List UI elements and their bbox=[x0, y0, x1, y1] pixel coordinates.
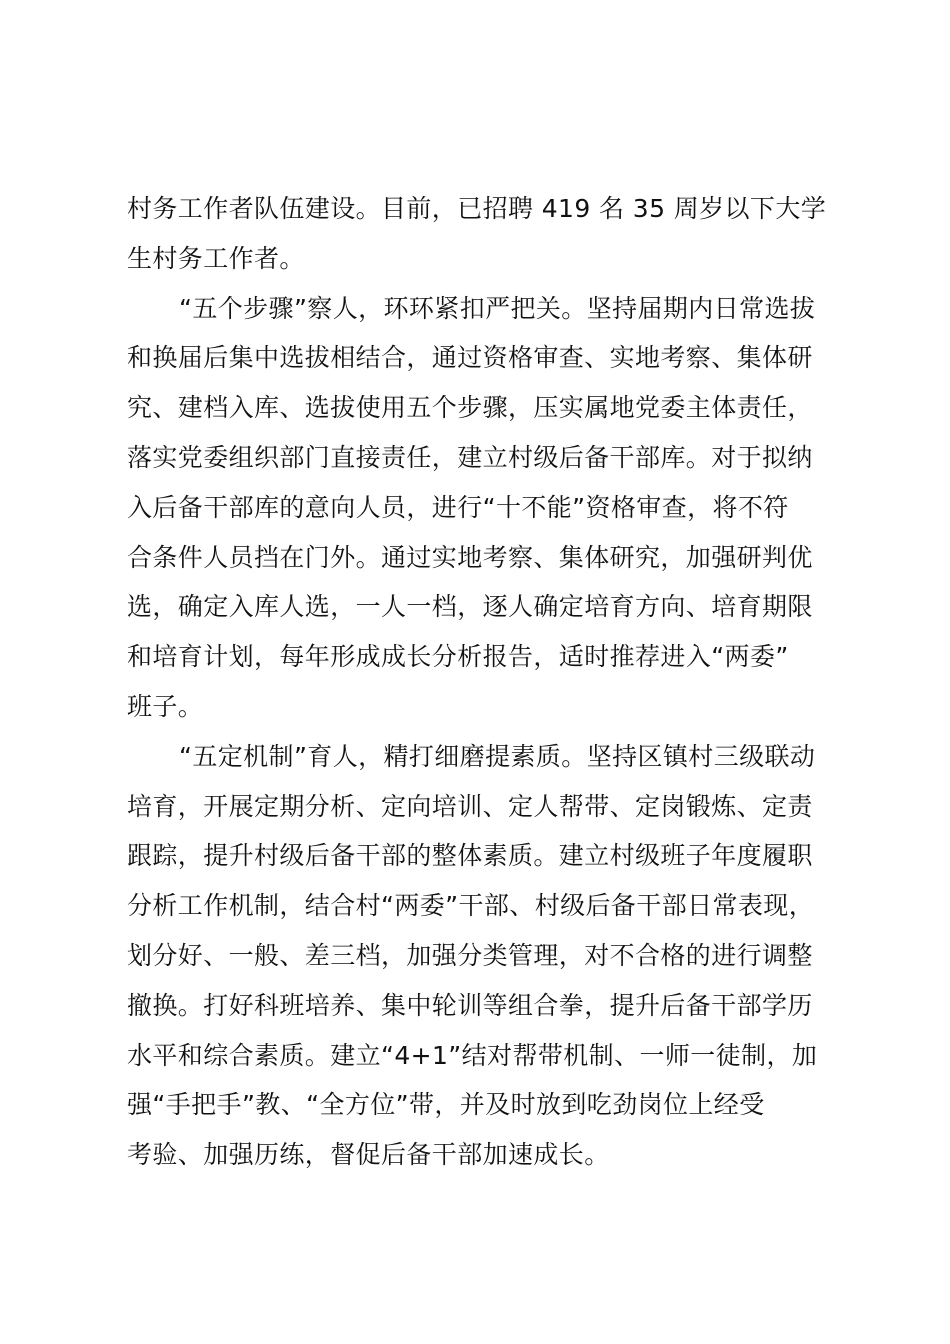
text-line: 和换届后集中选拔相结合，通过资格审查、实地考察、集体研 bbox=[127, 343, 813, 373]
text-line: 选，确定入库人选，一人一档，逐人确定培育方向、培育期限 bbox=[127, 592, 813, 622]
document-body bbox=[127, 184, 853, 1180]
text-line: 村务工作者队伍建设。目前，已招聘 419 名 35 周岁以下大学 bbox=[127, 194, 827, 223]
text-line: 强“手把手”教、“全方位”带，并及时放到吃劲岗位上经受 bbox=[127, 1090, 765, 1120]
paragraph-five-steps bbox=[127, 284, 853, 732]
text-line: 合条件人员挡在门外。通过实地考察、集体研究，加强研判优 bbox=[127, 542, 813, 572]
text-line: 水平和综合素质。建立“4+1”结对帮带机制、一师一徒制，加 bbox=[127, 1040, 818, 1070]
text-line: “五定机制”育人，精打细磨提素质。坚持区镇村三级联动 bbox=[179, 741, 816, 771]
text-line: 撤换。打好科班培养、集中轮训等组合拳，提升后备干部学历 bbox=[127, 990, 813, 1020]
text-line: “五个步骤”察人，环环紧扣严把关。坚持届期内日常选拔 bbox=[179, 293, 816, 323]
text-line: 生村务工作者。 bbox=[127, 243, 305, 273]
text-line: 入后备干部库的意向人员，进行“十不能”资格审查，将不符 bbox=[127, 492, 789, 522]
text-line: 分析工作机制，结合村“两委”干部、村级后备干部日常表现， bbox=[127, 891, 815, 921]
text-line: 培育，开展定期分析、定向培训、定人帮带、定岗锻炼、定责 bbox=[127, 791, 813, 821]
text-line: 落实党委组织部门直接责任，建立村级后备干部库。对于拟纳 bbox=[127, 442, 813, 472]
text-line: 和培育计划，每年形成成长分析报告，适时推荐进入“两委” bbox=[127, 642, 789, 672]
text-line: 划分好、一般、差三档，加强分类管理，对不合格的进行调整 bbox=[127, 940, 813, 970]
paragraph-continuation bbox=[127, 184, 853, 284]
text-line: 究、建档入库、选拔使用五个步骤，压实属地党委主体责任， bbox=[127, 393, 813, 423]
text-line: 考验、加强历练，督促后备干部加速成长。 bbox=[127, 1140, 610, 1170]
paragraph-five-mechanisms bbox=[127, 732, 853, 1180]
text-line: 跟踪，提升村级后备干部的整体素质。建立村级班子年度履职 bbox=[127, 841, 813, 871]
text-line: 班子。 bbox=[127, 691, 204, 721]
